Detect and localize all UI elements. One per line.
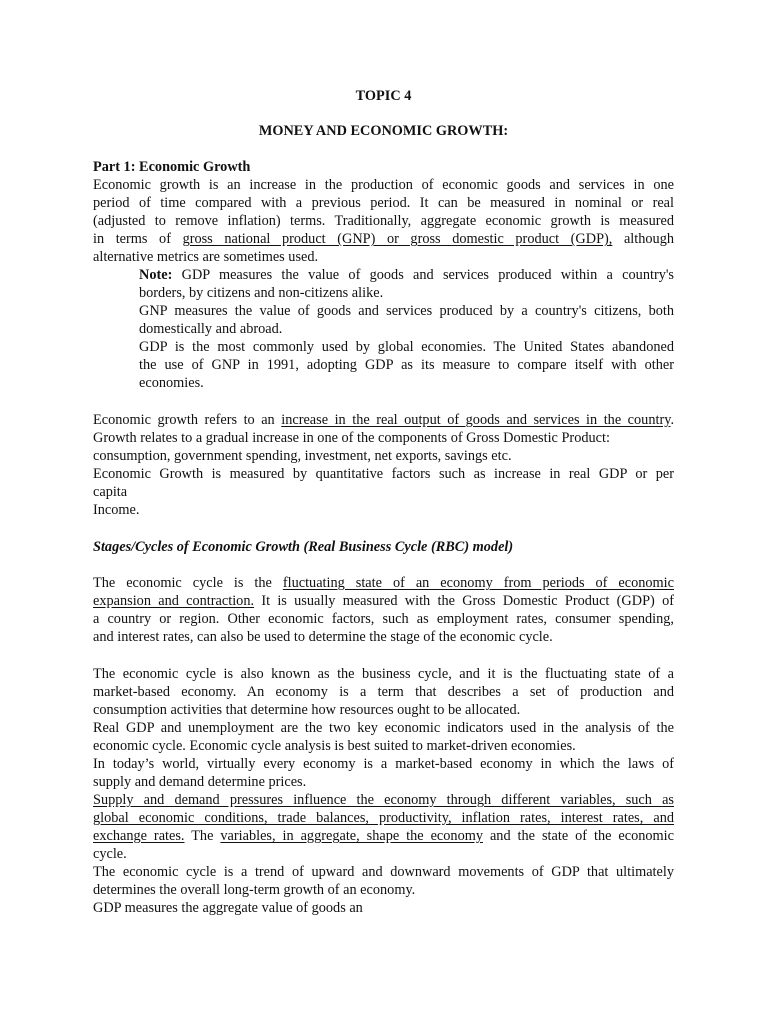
note-label: Note: bbox=[139, 267, 173, 283]
note-line: GNP measures the value of goods and services produced by a country's citizens, both bbox=[139, 303, 674, 319]
note-line: GDP is the most commonly used by global economies. The United States abandoned bbox=[139, 339, 674, 355]
p1-text: in terms of bbox=[93, 231, 183, 247]
note-line: domestically and abroad. bbox=[139, 321, 283, 337]
p2-line: Growth relates to a gradual increase in one of the components of Gross Domestic Product: bbox=[93, 430, 610, 446]
p2-line: Income. bbox=[93, 502, 140, 518]
real-output-underlined: increase in the real output of goods and services in the country bbox=[281, 412, 671, 428]
p1-line: period of time compared with a previous period. It can be measured in nominal or real bbox=[93, 195, 674, 211]
p3-line bbox=[93, 592, 674, 610]
p1-line bbox=[93, 230, 674, 248]
p2-line: Economic Growth is measured by quantitative factors such as increase in real GDP or per bbox=[93, 466, 674, 482]
p4-line: market-based economy. An economy is a term that describes a set of production and bbox=[93, 684, 674, 700]
document-title: MONEY AND ECONOMIC GROWTH: bbox=[258, 123, 509, 139]
note-line: the use of GNP in 1991, adopting GDP as its measure to compare itself with other bbox=[139, 357, 674, 373]
variables-underlined: variables, in aggregate, shape the economy bbox=[220, 828, 483, 844]
expansion-underlined: expansion and contraction. bbox=[93, 593, 255, 609]
p4-line: GDP measures the aggregate value of goods an bbox=[93, 900, 363, 916]
p4-line: consumption activities that determine how resources ought to be allocated. bbox=[93, 702, 521, 718]
p2-text: Economic growth refers to an bbox=[93, 412, 282, 428]
p4-line bbox=[93, 827, 674, 845]
p2-line bbox=[93, 411, 674, 429]
p2-line: consumption, government spending, investment, net exports, savings etc. bbox=[93, 448, 512, 464]
p1-line: alternative metrics are sometimes used. bbox=[93, 249, 319, 265]
p4-text: The bbox=[184, 828, 221, 844]
note-text: GDP measures the value of goods and services produced within a country's bbox=[172, 267, 674, 283]
note-line: economies. bbox=[139, 375, 204, 391]
p3-line: a country or region. Other economic factors, such as employment rates, consumer spending, bbox=[93, 611, 674, 627]
p4-line: supply and demand determine prices. bbox=[93, 774, 307, 790]
p2-line: capita bbox=[93, 484, 128, 500]
p4-line: Real GDP and unemployment are the two key economic indicators used in the analysis of the bbox=[93, 720, 674, 736]
exchange-rates-underlined: exchange rates. bbox=[93, 828, 185, 844]
gdp-gnp-underlined: gross national product (GNP) or gross domestic product (GDP), bbox=[182, 231, 613, 247]
note-line bbox=[139, 266, 674, 284]
part1-heading: Part 1: Economic Growth bbox=[93, 159, 251, 175]
fluctuating-underlined: fluctuating state of an economy from periods of economic bbox=[282, 575, 674, 591]
p1-text: although bbox=[612, 231, 674, 247]
supply-demand-underlined: global economic conditions, trade balances, productivity, inflation rates, interest rates, and bbox=[93, 810, 674, 826]
p4-line: cycle. bbox=[93, 846, 127, 862]
p4-line: The economic cycle is a trend of upward and downward movements of GDP that ultimately bbox=[93, 864, 674, 880]
p4-line: In today’s world, virtually every economy is a market-based economy in which the laws of bbox=[93, 756, 674, 772]
p3-text: The economic cycle is the bbox=[93, 575, 283, 591]
p3-line: and interest rates, can also be used to determine the stage of the economic cycle. bbox=[93, 629, 553, 645]
note-line: borders, by citizens and non-citizens alike. bbox=[139, 285, 384, 301]
p4-line: determines the overall long-term growth of an economy. bbox=[93, 882, 416, 898]
p1-line: Economic growth is an increase in the production of economic goods and services in one bbox=[93, 177, 674, 193]
p1-line: (adjusted to remove inflation) terms. Traditionally, aggregate economic growth is measured bbox=[93, 213, 674, 229]
topic-label: TOPIC 4 bbox=[355, 88, 412, 104]
p3-line bbox=[93, 574, 674, 592]
p4-line: The economic cycle is also known as the business cycle, and it is the fluctuating state of a bbox=[93, 666, 674, 682]
p4-line: economic cycle. Economic cycle analysis is best suited to market-driven economies. bbox=[93, 738, 576, 754]
p4-text: and the state of the economic bbox=[483, 828, 674, 844]
p3-text: It is usually measured with the Gross Domestic Product (GDP) of bbox=[254, 593, 674, 609]
stages-heading: Stages/Cycles of Economic Growth (Real Business Cycle (RBC) model) bbox=[93, 539, 514, 555]
p2-text: . bbox=[670, 412, 675, 428]
supply-demand-underlined: Supply and demand pressures influence the economy through different variables, such as bbox=[93, 792, 674, 808]
